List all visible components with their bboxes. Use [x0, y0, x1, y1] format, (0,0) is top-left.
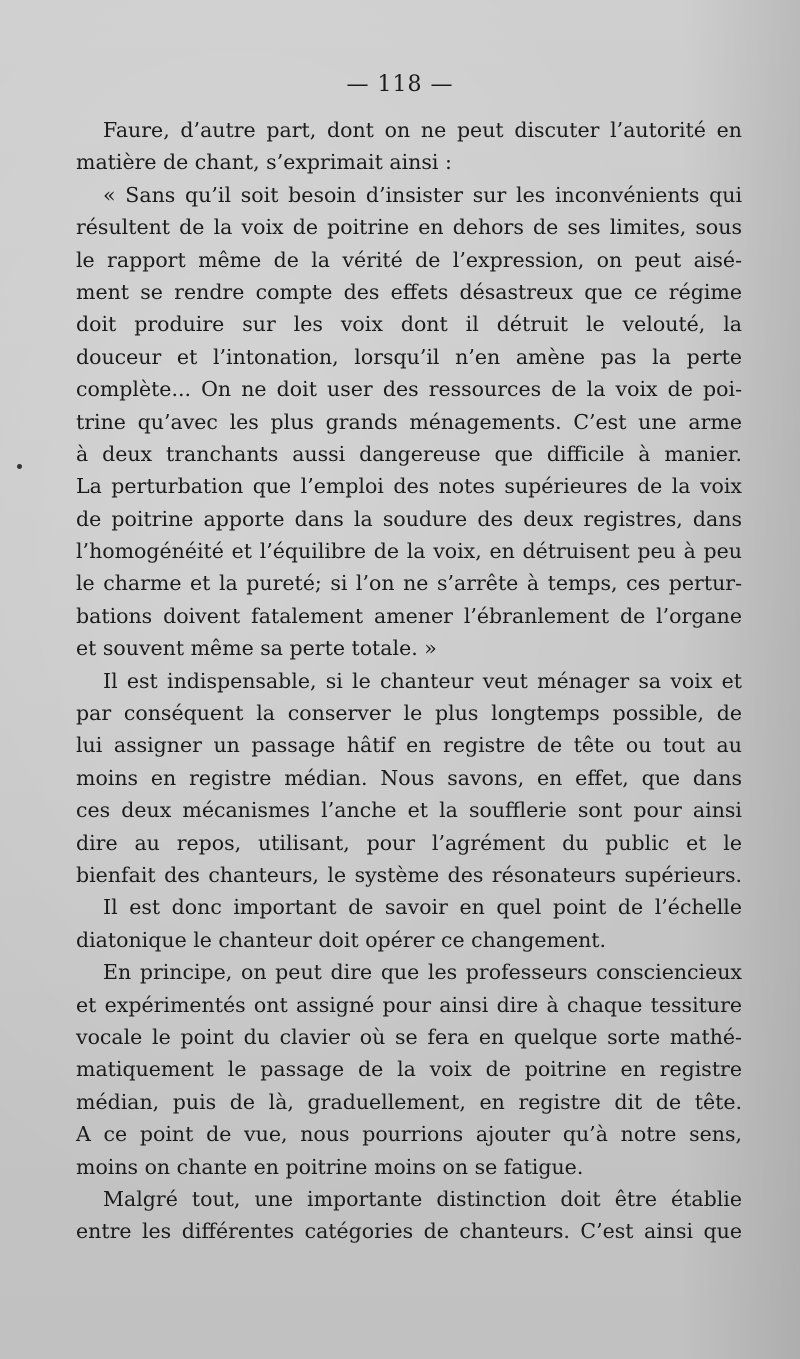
text-line: trine qu’avec les plus grands ménagements. C’est une arme — [76, 409, 742, 434]
text-line: moins en registre médian. Nous savons, en effet, que dans — [76, 765, 742, 790]
text-line: dire au repos, utilisant, pour l’agrément du public et le — [76, 830, 742, 855]
text-line: le rapport même de la vérité de l’expression, on peut aisé- — [76, 247, 742, 272]
text-line: Il est indispensable, si le chanteur veut ménager sa voix et — [103, 668, 742, 693]
text-line: douceur et l’intonation, lorsqu’il n’en amène pas la perte — [76, 344, 742, 369]
ink-speck — [17, 464, 22, 469]
text-line: moins on chante en poitrine moins on se fatigue. — [76, 1154, 584, 1179]
text-line: complète... On ne doit user des ressources de la voix de poi- — [76, 377, 742, 402]
text-line: l’homogénéité et l’équilibre de la voix, en détruisent peu à peu — [76, 539, 742, 564]
text-line: matière de chant, s’exprimait ainsi : — [76, 150, 452, 175]
text-line: ment se rendre compte des effets désastreux que ce régime — [76, 279, 742, 304]
text-line: bations doivent fatalement amener l’ébranlement de l’organe — [76, 603, 742, 628]
text-line: lui assigner un passage hâtif en registre de tête ou tout au — [76, 733, 742, 758]
text-line: « Sans qu’il soit besoin d’insister sur les inconvénients qui — [103, 182, 742, 207]
page-number: — 118 — — [346, 72, 454, 97]
text-line: Faure, d’autre part, dont on ne peut discuter l’autorité en — [103, 118, 742, 142]
text-line: matiquement le passage de la voix de poitrine en registre — [76, 1057, 742, 1082]
text-line: et expérimentés ont assigné pour ainsi dire à chaque tessiture — [76, 992, 742, 1017]
text-line: entre les différentes catégories de chanteurs. C’est ainsi que — [76, 1219, 742, 1244]
text-line: vocale le point du clavier où se fera en quelque sorte mathé- — [76, 1024, 742, 1049]
text-line: et souvent même sa perte totale. » — [76, 636, 437, 661]
text-line: bienfait des chanteurs, le système des résonateurs supérieurs. — [76, 862, 742, 887]
text-line: La perturbation que l’emploi des notes supérieures de la voix — [76, 474, 742, 499]
text-line: En principe, on peut dire que les professeurs consciencieux — [103, 960, 742, 985]
text-line: diatonique le chanteur doit opérer ce changement. — [76, 927, 607, 952]
text-line: résultent de la voix de poitrine en dehors de ses limites, sous — [76, 215, 742, 240]
text-line: Il est donc important de savoir en quel point de l’échelle — [103, 895, 742, 920]
text-line: Malgré tout, une importante distinction doit être établie — [103, 1186, 742, 1211]
text-line: par conséquent la conserver le plus longtemps possible, de — [76, 701, 742, 726]
text-line: de poitrine apporte dans la soudure des deux registres, dans — [76, 506, 742, 531]
text-line: doit produire sur les voix dont il détruit le velouté, la — [76, 312, 742, 337]
text-line: à deux tranchants aussi dangereuse que difficile à manier. — [76, 441, 742, 466]
body-text — [76, 114, 742, 1248]
text-line: A ce point de vue, nous pourrions ajouter qu’à notre sens, — [76, 1122, 742, 1147]
text-line: ces deux mécanismes l’anche et la soufflerie sont pour ainsi — [76, 798, 742, 823]
text-line: le charme et la pureté; si l’on ne s’arrête à temps, ces pertur- — [76, 571, 742, 596]
text-line: médian, puis de là, graduellement, en registre dit de tête. — [76, 1089, 742, 1114]
